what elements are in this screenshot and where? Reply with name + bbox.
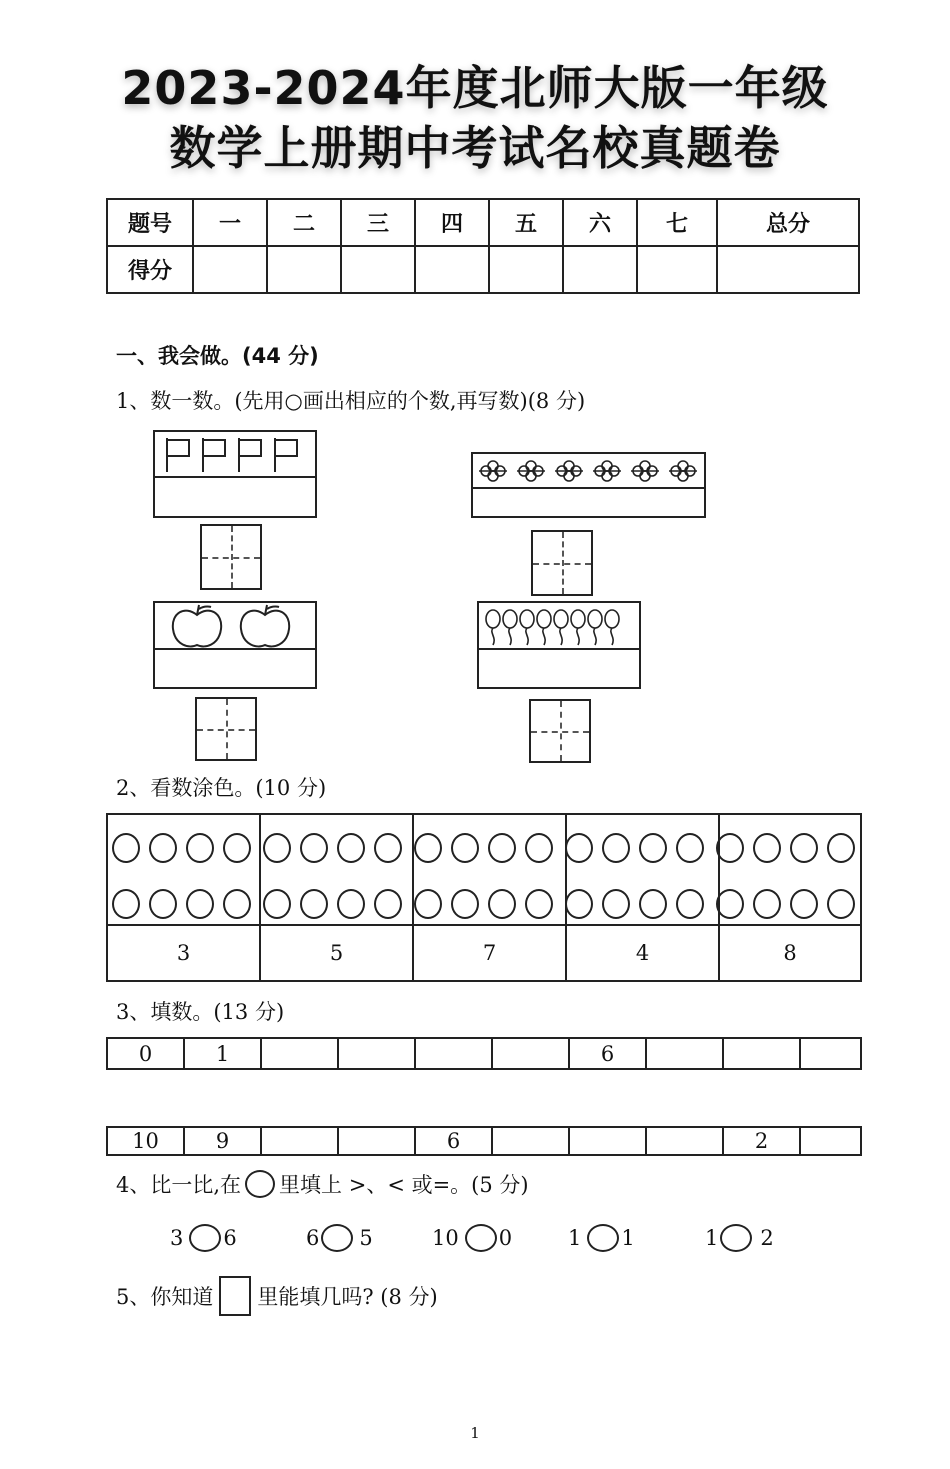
compare-right: 6: [223, 1226, 237, 1250]
section-heading: 一、我会做。(44 分): [116, 344, 319, 368]
fill-cell[interactable]: [492, 1038, 569, 1069]
compare-right: 1: [621, 1226, 635, 1250]
balloon-icon: [588, 610, 602, 645]
compare-circle[interactable]: [720, 1224, 752, 1252]
compare-circle[interactable]: [189, 1224, 221, 1252]
fill-cell: 6: [415, 1127, 492, 1155]
score-header: 六: [563, 199, 637, 246]
fill-cell: 6: [569, 1038, 646, 1069]
question-4-suffix: 里填上 >、< 或=。(5 分): [279, 1173, 529, 1197]
circle-cell: [566, 814, 719, 925]
flower-icon: [631, 461, 659, 481]
compare-left: 10: [432, 1226, 459, 1250]
score-header: 三: [341, 199, 415, 246]
compare-circle[interactable]: [321, 1224, 353, 1252]
fill-row-1: [106, 1037, 862, 1070]
apple-icon: [173, 605, 221, 646]
color-number: 8: [719, 925, 861, 981]
fill-cell[interactable]: [646, 1127, 723, 1155]
circle-cell: [107, 814, 260, 925]
answer-grid-box[interactable]: [529, 699, 591, 763]
compare-circle[interactable]: [587, 1224, 619, 1252]
flag-icon: [167, 438, 189, 472]
question-2-text: 2、看数涂色。(10 分): [116, 776, 327, 800]
color-table: [106, 813, 862, 982]
flag-count-box: [153, 430, 317, 518]
compare-item: [568, 1224, 635, 1252]
flower-icon: [669, 461, 697, 481]
score-table: [106, 198, 860, 294]
balloon-icon: [503, 610, 517, 645]
fill-cell[interactable]: [338, 1127, 415, 1155]
balloon-icon: [537, 610, 551, 645]
circle-cell: [260, 814, 413, 925]
score-cell[interactable]: [341, 246, 415, 293]
question-4-prefix: 4、比一比,在: [116, 1173, 242, 1197]
compare-item: [705, 1224, 774, 1252]
score-header: 一: [193, 199, 267, 246]
score-cell[interactable]: [637, 246, 717, 293]
compare-circle[interactable]: [465, 1224, 497, 1252]
compare-circle-icon: [245, 1170, 275, 1198]
balloon-icon: [571, 610, 585, 645]
fill-cell[interactable]: [723, 1038, 800, 1069]
question-1-text: 1、数一数。(先用○画出相应的个数,再写数)(8 分): [116, 389, 586, 413]
score-cell[interactable]: [193, 246, 267, 293]
score-cell[interactable]: [717, 246, 859, 293]
compare-item: [306, 1224, 373, 1252]
flower-icon: [555, 461, 583, 481]
answer-grid-box[interactable]: [531, 530, 593, 596]
compare-left: 1: [568, 1226, 582, 1250]
color-number: 3: [107, 925, 260, 981]
flower-icon: [517, 461, 545, 481]
color-number: 5: [260, 925, 413, 981]
balloon-icon: [554, 610, 568, 645]
fill-cell[interactable]: [415, 1038, 492, 1069]
score-header: 题号: [107, 199, 193, 246]
question-5-prefix: 5、你知道: [116, 1285, 214, 1309]
flower-icon: [593, 461, 621, 481]
score-cell[interactable]: [563, 246, 637, 293]
fill-cell[interactable]: [646, 1038, 723, 1069]
answer-grid-box[interactable]: [200, 524, 262, 590]
answer-grid-box[interactable]: [195, 697, 257, 761]
compare-left: 6: [306, 1226, 320, 1250]
flower-icons: [473, 454, 704, 487]
fill-cell: 2: [723, 1127, 800, 1155]
balloon-icon: [605, 610, 619, 645]
score-header: 五: [489, 199, 563, 246]
flag-icon: [275, 438, 297, 472]
title-line-2: 数学上册期中考试名校真题卷: [169, 121, 781, 175]
question-4-text: [116, 1169, 529, 1199]
color-number: 4: [566, 925, 719, 981]
fill-cell: 10: [107, 1127, 184, 1155]
score-row-label: 得分: [107, 246, 193, 293]
fill-cell[interactable]: [569, 1127, 646, 1155]
question-3-text: 3、填数。(13 分): [116, 1000, 285, 1024]
fill-cell[interactable]: [261, 1127, 338, 1155]
flag-icon: [203, 438, 225, 472]
compare-item: [432, 1224, 512, 1252]
page-number: 1: [470, 1424, 480, 1442]
fill-cell[interactable]: [800, 1038, 861, 1069]
compare-item: [170, 1224, 237, 1252]
balloon-icon: [520, 610, 534, 645]
compare-right: 2: [760, 1226, 774, 1250]
fill-cell[interactable]: [261, 1038, 338, 1069]
question-5-text: [116, 1276, 438, 1316]
score-header: 二: [267, 199, 341, 246]
flower-icon: [479, 461, 507, 481]
balloon-icon: [486, 610, 500, 645]
compare-right: 5: [359, 1226, 373, 1250]
flag-icons: [155, 432, 315, 476]
score-header: 总分: [717, 199, 859, 246]
fill-row-2: [106, 1126, 862, 1156]
color-number: 7: [413, 925, 566, 981]
score-header: 四: [415, 199, 489, 246]
circle-cell: [413, 814, 566, 925]
apple-count-box: [153, 601, 317, 689]
score-header: 七: [637, 199, 717, 246]
compare-right: 0: [498, 1226, 513, 1250]
fill-cell: 0: [107, 1038, 184, 1069]
balloon-icons: [479, 603, 639, 649]
title-line-1: 2023-2024年度北师大版一年级: [121, 61, 829, 115]
circle-cell: [719, 814, 861, 925]
fill-cell: 9: [184, 1127, 261, 1155]
fill-cell: 1: [184, 1038, 261, 1069]
apple-icon: [241, 605, 289, 646]
fill-cell[interactable]: [800, 1127, 861, 1155]
compare-left: 3: [170, 1226, 184, 1250]
apple-icons: [155, 603, 315, 649]
flower-count-box: [471, 452, 706, 518]
flag-icon: [239, 438, 261, 472]
score-cell[interactable]: [267, 246, 341, 293]
balloon-count-box: [477, 601, 641, 689]
score-cell[interactable]: [415, 246, 489, 293]
score-cell[interactable]: [489, 246, 563, 293]
question-5-suffix: 里能填几吗? (8 分): [257, 1285, 438, 1309]
fill-cell[interactable]: [338, 1038, 415, 1069]
fill-cell[interactable]: [492, 1127, 569, 1155]
blank-box-icon: [219, 1276, 251, 1316]
compare-left: 1: [705, 1226, 719, 1250]
